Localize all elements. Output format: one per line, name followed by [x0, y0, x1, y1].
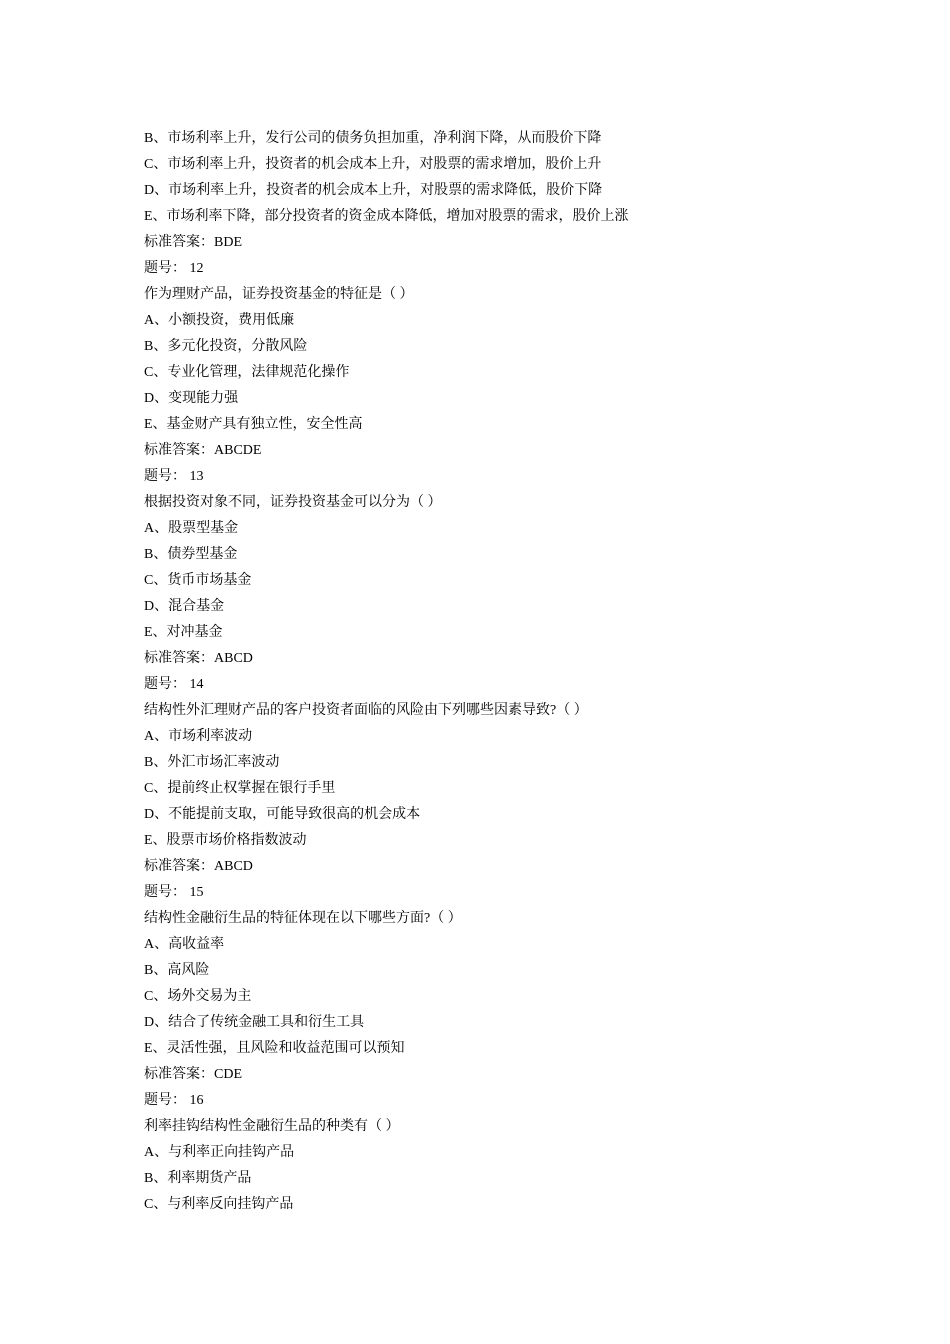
option-line: B、高风险	[144, 963, 210, 978]
option-line: E、灵活性强，且风险和收益范围可以预知	[144, 1041, 405, 1056]
option-line: C、与利率反向挂钩产品	[144, 1197, 294, 1212]
option-line: C、市场利率上升，投资者的机会成本上升，对股票的需求增加，股价上升	[144, 157, 602, 172]
option-line: A、与利率正向挂钩产品	[144, 1145, 295, 1160]
option-line: E、股票市场价格指数波动	[144, 833, 307, 848]
option-line: B、市场利率上升，发行公司的债务负担加重，净利润下降，从而股价下降	[144, 131, 602, 146]
option-line: D、市场利率上升，投资者的机会成本上升，对股票的需求降低，股价下降	[144, 183, 603, 198]
option-line: A、市场利率波动	[144, 729, 253, 744]
question-number: 题号： 13	[144, 469, 204, 484]
answer-line: 标准答案：ABCDE	[144, 443, 262, 458]
answer-line: 标准答案：CDE	[144, 1067, 242, 1082]
question-text: 根据投资对象不同，证券投资基金可以分为（ ）	[144, 495, 442, 510]
option-line: B、债券型基金	[144, 547, 238, 562]
option-line: E、市场利率下降，部分投资者的资金成本降低，增加对股票的需求，股价上涨	[144, 209, 629, 224]
question-text: 作为理财产品，证券投资基金的特征是（ ）	[144, 287, 414, 302]
option-line: D、变现能力强	[144, 391, 239, 406]
question-number: 题号： 14	[144, 677, 204, 692]
option-line: D、结合了传统金融工具和衍生工具	[144, 1015, 365, 1030]
option-line: D、混合基金	[144, 599, 225, 614]
question-number: 题号： 15	[144, 885, 204, 900]
option-line: B、利率期货产品	[144, 1171, 252, 1186]
option-line: A、股票型基金	[144, 521, 239, 536]
question-text: 结构性外汇理财产品的客户投资者面临的风险由下列哪些因素导致?（ ）	[144, 703, 588, 718]
answer-line: 标准答案：ABCD	[144, 651, 253, 666]
option-line: C、场外交易为主	[144, 989, 252, 1004]
option-line: D、不能提前支取，可能导致很高的机会成本	[144, 807, 421, 822]
answer-line: 标准答案：ABCD	[144, 859, 253, 874]
option-line: C、货币市场基金	[144, 573, 252, 588]
option-line: C、提前终止权掌握在银行手里	[144, 781, 336, 796]
option-line: A、高收益率	[144, 937, 225, 952]
option-line: B、多元化投资，分散风险	[144, 339, 308, 354]
option-line: C、专业化管理，法律规范化操作	[144, 365, 350, 380]
answer-line: 标准答案：BDE	[144, 235, 242, 250]
option-line: E、基金财产具有独立性，安全性高	[144, 417, 363, 432]
option-line: E、对冲基金	[144, 625, 223, 640]
question-list	[144, 126, 864, 1218]
question-text: 结构性金融衍生品的特征体现在以下哪些方面?（ ）	[144, 911, 462, 926]
question-number: 题号： 16	[144, 1093, 204, 1108]
option-line: A、小额投资，费用低廉	[144, 313, 295, 328]
option-line: B、外汇市场汇率波动	[144, 755, 280, 770]
question-number: 题号： 12	[144, 261, 204, 276]
question-text: 利率挂钩结构性金融衍生品的种类有（ ）	[144, 1119, 400, 1134]
